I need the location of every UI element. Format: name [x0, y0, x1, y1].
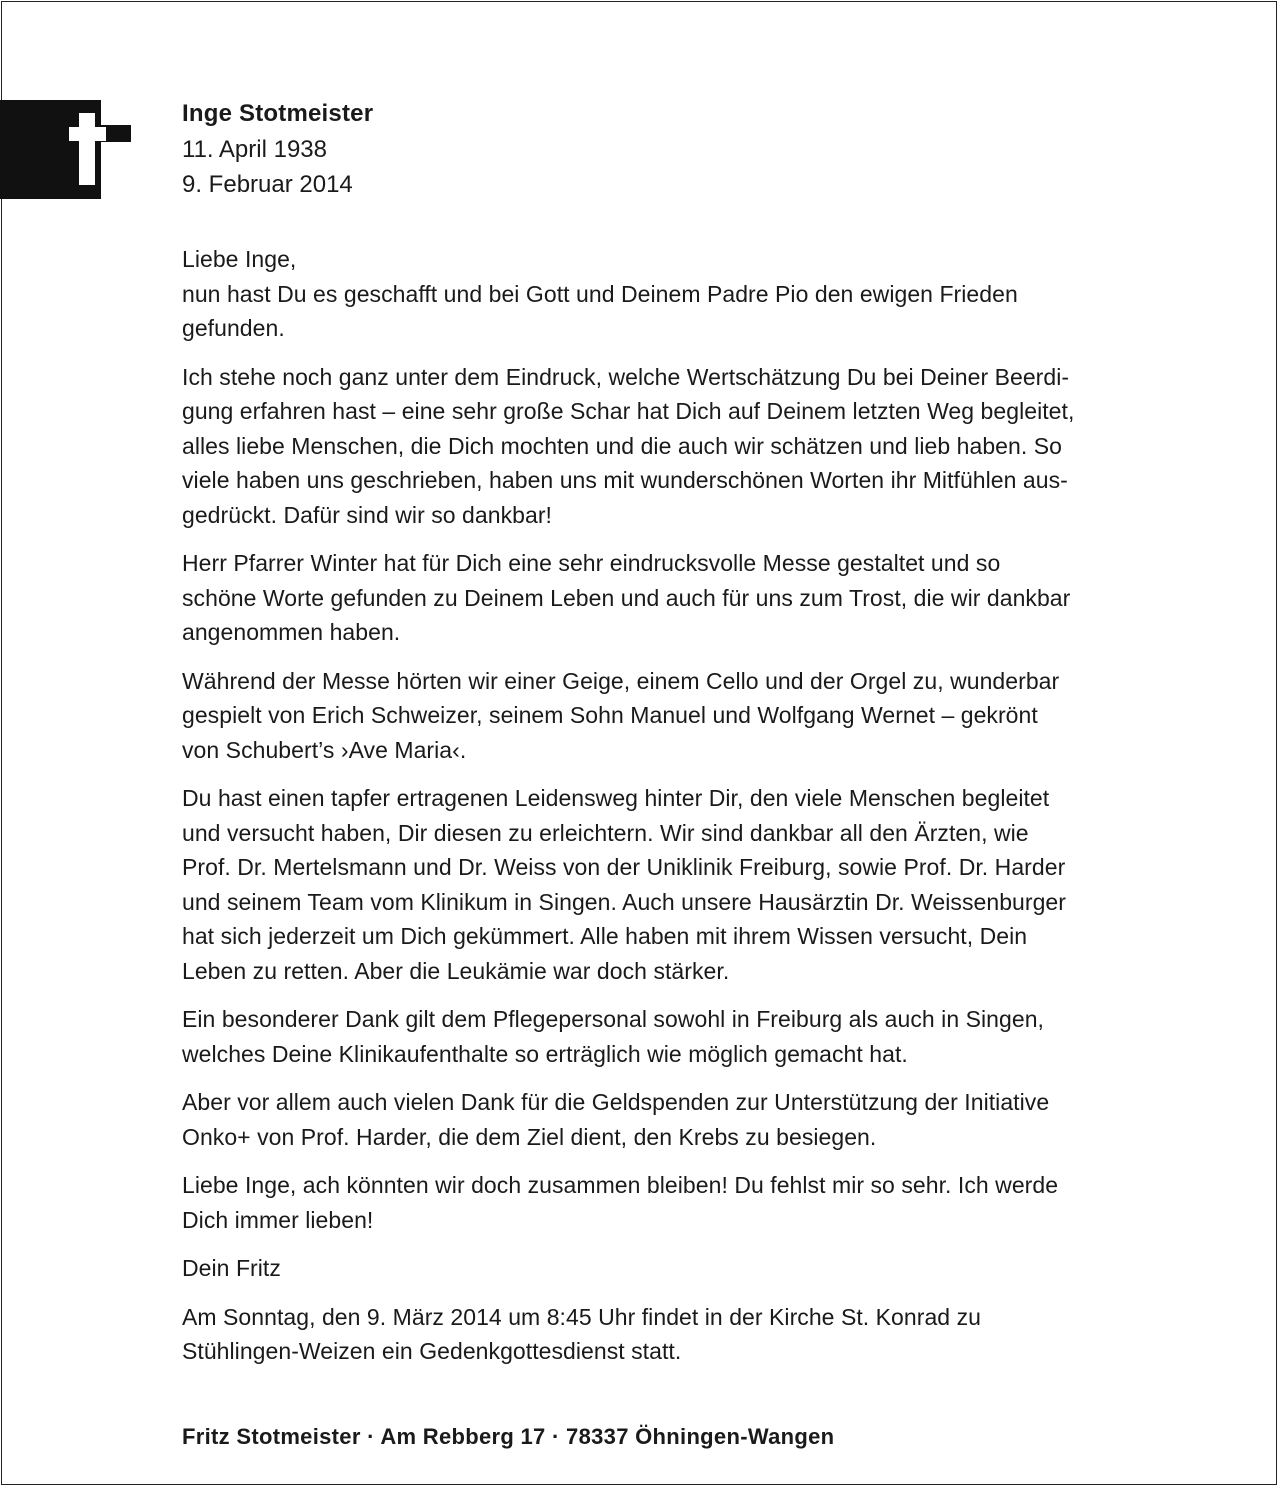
cross-block	[0, 100, 131, 199]
letter-signature: Dein Fritz	[182, 1255, 281, 1281]
letter-paragraph: Liebe Inge, ach könnten wir doch zusammen bleiben! Du fehlst mir so sehr. Ich werde Dich immer lieben!	[182, 1172, 1059, 1233]
letter-paragraph: Liebe Inge, nun hast Du es geschafft und bei Gott und Deinem Padre Pio den ewigen Frieden gefunden.	[182, 246, 1018, 341]
letter-paragraph: Aber vor allem auch vielen Dank für die Geldspenden zur Unterstützung der Initiative Onko+ von Prof. Harder, die dem Ziel dient, den Krebs zu besiegen.	[182, 1089, 1050, 1150]
letter-paragraph: Während der Messe hörten wir einer Geige, einem Cello und der Orgel zu, wunderbar gespielt von Erich Schweizer, seinem Sohn Manuel und Wolfgang Wernet – gekrönt von Schubert’s ›Ave Maria‹.	[182, 667, 1060, 763]
life-dates	[182, 132, 1246, 202]
letter-paragraph: Ein besonderer Dank gilt dem Pflegepersonal sowohl in Freiburg als auch in Singen, welches Deine Klinikaufenthalte so erträglich wie möglich gemacht hat.	[182, 1006, 1044, 1067]
letter-paragraph: Herr Pfarrer Winter hat für Dich eine sehr eindrucksvolle Messe gestaltet und so schöne Worte gefunden zu Deinem Leben und auch für uns zum Trost, die wir dankbar angenommen haben.	[182, 550, 1071, 645]
death-date: 9. Februar 2014	[182, 171, 353, 198]
birth-date: 11. April 1938	[182, 136, 327, 163]
memorial-service-note: Am Sonntag, den 9. März 2014 um 8:45 Uhr findet in der Kirche St. Konrad zu Stühlingen-Weizen ein Gedenkgottesdienst statt.	[182, 1303, 981, 1364]
letter-paragraph: Du hast einen tapfer ertragenen Leidensweg hinter Dir, den viele Menschen begleitet und versucht haben, Dir diesen zu erleichtern. Wir sind dankbar all den Ärzten, wie Prof. Dr. Mertelsmann und Dr. Weiss von der Uniklinik Freiburg, sowie Prof. Dr. Harder und seinem Team vom Klinikum in Singen. Auch unsere Hausärztin Dr. Weissenburger hat sich jederzeit um Dich gekümmert. Alle haben mit ihrem Wissen versucht, Dein Leben zu retten. Aber die Leukämie war doch stärker.	[182, 785, 1066, 984]
notice-content	[182, 96, 1246, 1383]
letter-paragraph: Ich stehe noch ganz unter dem Eindruck, welche Wertschätzung Du bei Deiner Beerdi- gung erfahren hast – eine sehr große Schar hat Dich auf Deinem letzten Weg begleitet, alles liebe Menschen, die Dich mochten und die auch wir schätzen und lieb haben. So viele haben uns geschrieben, haben uns mit wunderschönen Worten ihr Mitfühlen aus- gedrückt. Dafür sind wir so dankbar!	[182, 363, 1075, 528]
sender-address: Fritz Stotmeister · Am Rebberg 17 · 78337 Öhningen-Wangen	[182, 1424, 835, 1449]
deceased-name: Inge Stotmeister	[182, 100, 374, 127]
cross-icon	[0, 100, 131, 199]
